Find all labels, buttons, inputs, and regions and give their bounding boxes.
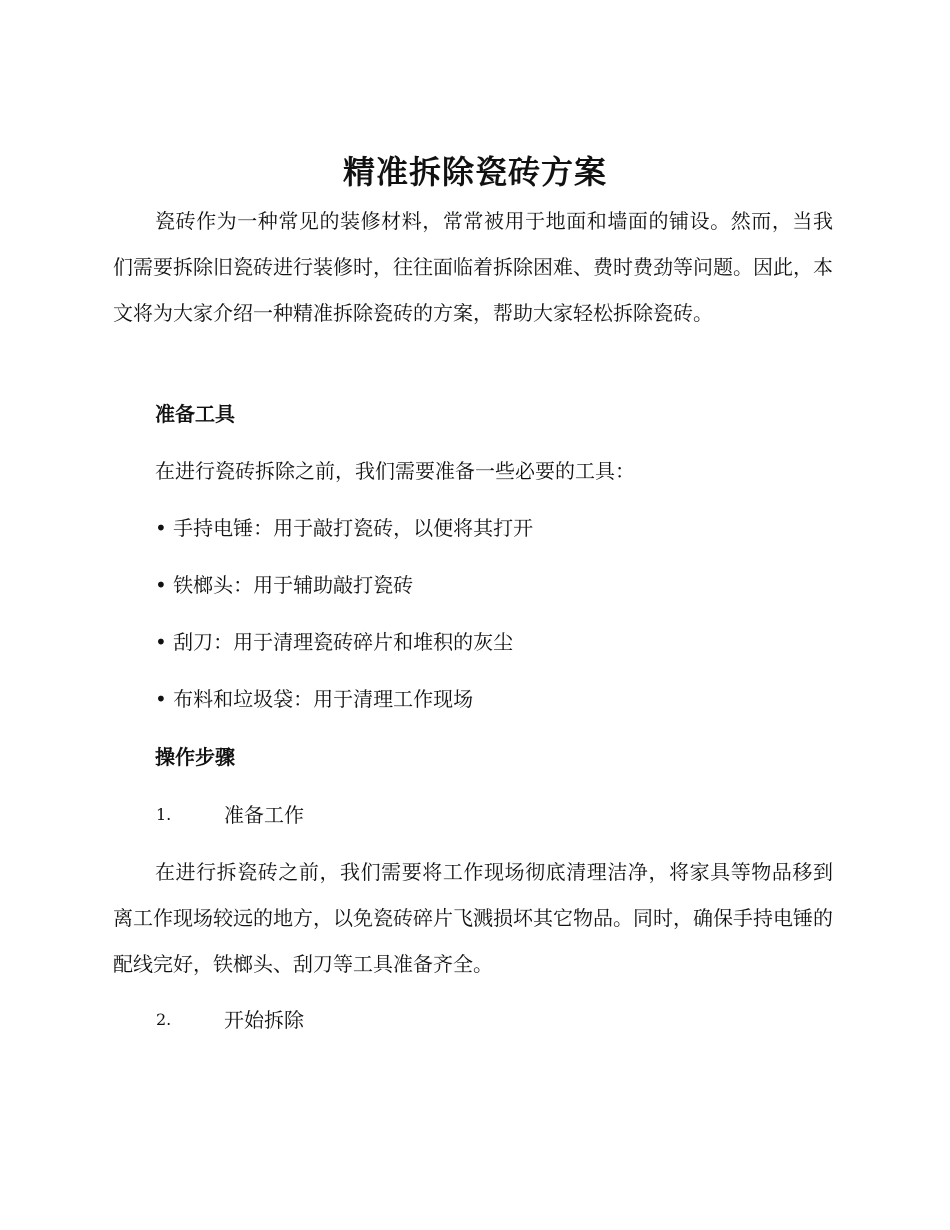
step-number: 1. — [156, 805, 172, 824]
tool-item: • 手持电锤：用于敲打瓷砖，以便将其打开 — [155, 516, 534, 540]
step-number: 2. — [156, 1010, 172, 1029]
step-title: 开始拆除 — [224, 1008, 304, 1032]
tools-heading: 准备工具 — [155, 402, 235, 426]
intro-paragraph: 瓷砖作为一种常见的装修材料，常常被用于地面和墙面的铺设。然而，当我们需要拆除旧瓷砖进行装修时，往往面临着拆除困难、费时费劲等问题。因此，本文将为大家介绍一种精准拆除瓷砖的方案，帮助大家轻松拆除瓷砖。 — [113, 209, 833, 325]
tool-item: • 铁榔头：用于辅助敲打瓷砖 — [155, 573, 414, 597]
step-body: 在进行拆瓷砖之前，我们需要将工作现场彻底清理洁净，将家具等物品移到离工作现场较远的地方，以免瓷砖碎片飞溅损坏其它物品。同时，确保手持电锤的配线完好，铁榔头、刮刀等工具准备齐全。 — [113, 860, 833, 976]
document-title: 精准拆除瓷砖方案 — [342, 153, 607, 191]
tool-item: • 刮刀：用于清理瓷砖碎片和堆积的灰尘 — [155, 630, 514, 654]
steps-heading: 操作步骤 — [155, 745, 235, 769]
tools-intro: 在进行瓷砖拆除之前，我们需要准备一些必要的工具： — [155, 459, 635, 483]
step-title: 准备工作 — [224, 803, 304, 827]
tool-item: • 布料和垃圾袋：用于清理工作现场 — [155, 687, 474, 711]
